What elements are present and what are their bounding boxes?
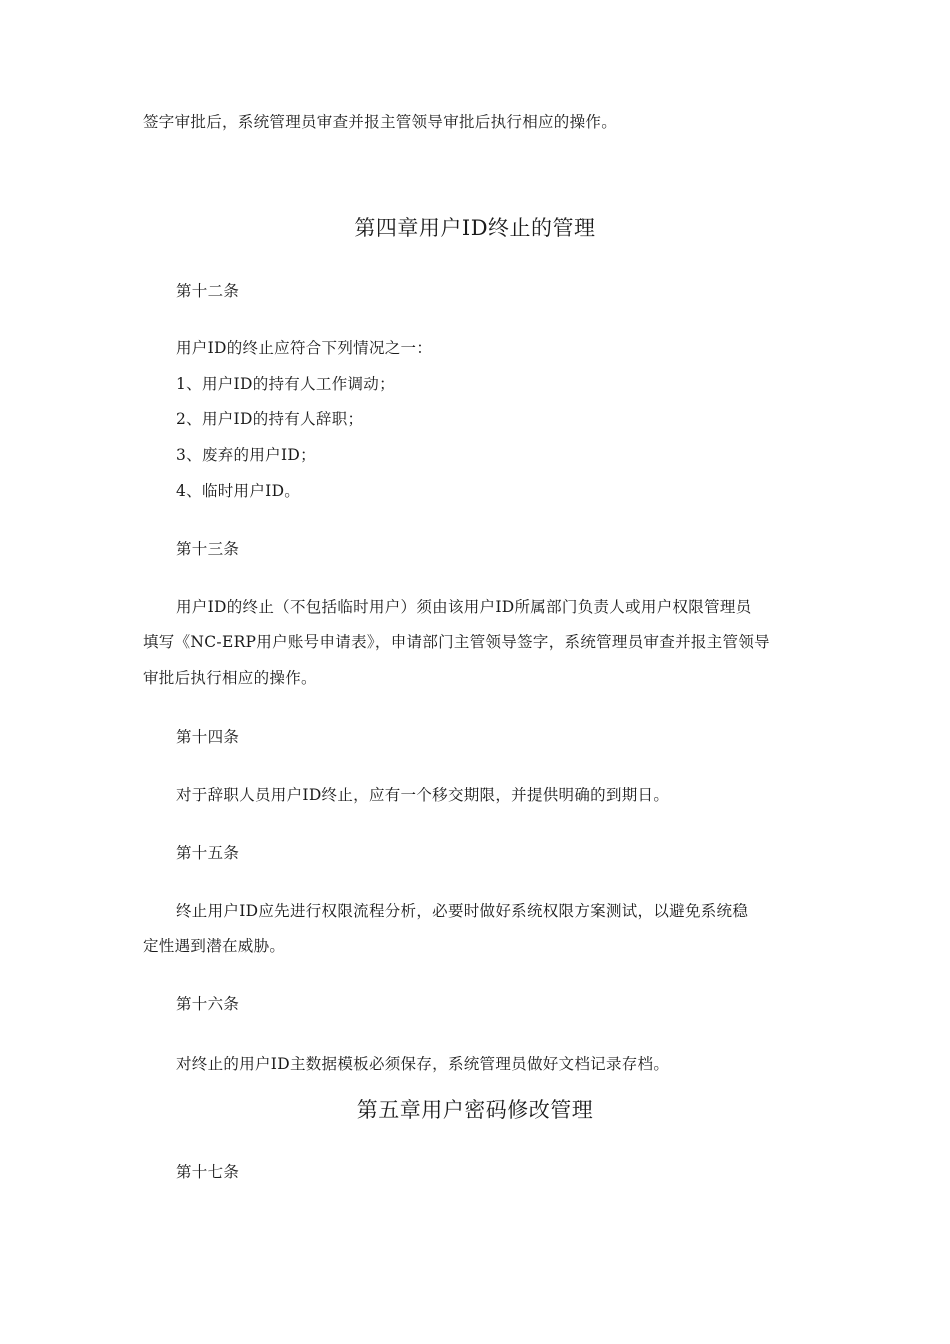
article-12-label: 第十二条 [176,282,240,300]
article-16-label: 第十六条 [176,995,240,1013]
article-16-text: 对终止的用户ID主数据模板必须保存，系统管理员做好文档记录存档。 [176,1055,670,1073]
list-item: 4、临时用户ID。 [176,482,301,500]
chapter-5-heading: 第五章用户密码修改管理 [356,1098,594,1122]
article-17-label: 第十七条 [176,1163,240,1181]
list-item: 1、用户ID的持有人工作调动； [176,375,395,393]
article-12-lead: 用户ID的终止应符合下列情况之一： [176,339,433,357]
chapter-4-heading: 第四章用户ID终止的管理 [354,216,596,240]
list-item: 2、用户ID的持有人辞职； [176,410,364,428]
article-13-label: 第十三条 [176,540,240,558]
article-15-line: 定性遇到潜在威胁。 [143,937,286,955]
list-item: 3、废弃的用户ID； [176,446,316,464]
article-13-line: 用户ID的终止（不包括临时用户）须由该用户ID所属部门负责人或用户权限管理员 [176,598,752,616]
article-15-label: 第十五条 [176,844,240,862]
article-13-line: 审批后执行相应的操作。 [143,669,317,687]
article-14-text: 对于辞职人员用户ID终止，应有一个移交期限，并提供明确的到期日。 [176,786,670,804]
article-15-line: 终止用户ID应先进行权限流程分析，必要时做好系统权限方案测试，以避免系统稳 [176,902,749,920]
article-14-label: 第十四条 [176,728,240,746]
article-13-line: 填写《NC-ERP用户账号申请表》，申请部门主管领导签字，系统管理员审查并报主管领导 [143,633,770,651]
paragraph-continuation: 签字审批后，系统管理员审查并报主管领导审批后执行相应的操作。 [143,113,618,131]
